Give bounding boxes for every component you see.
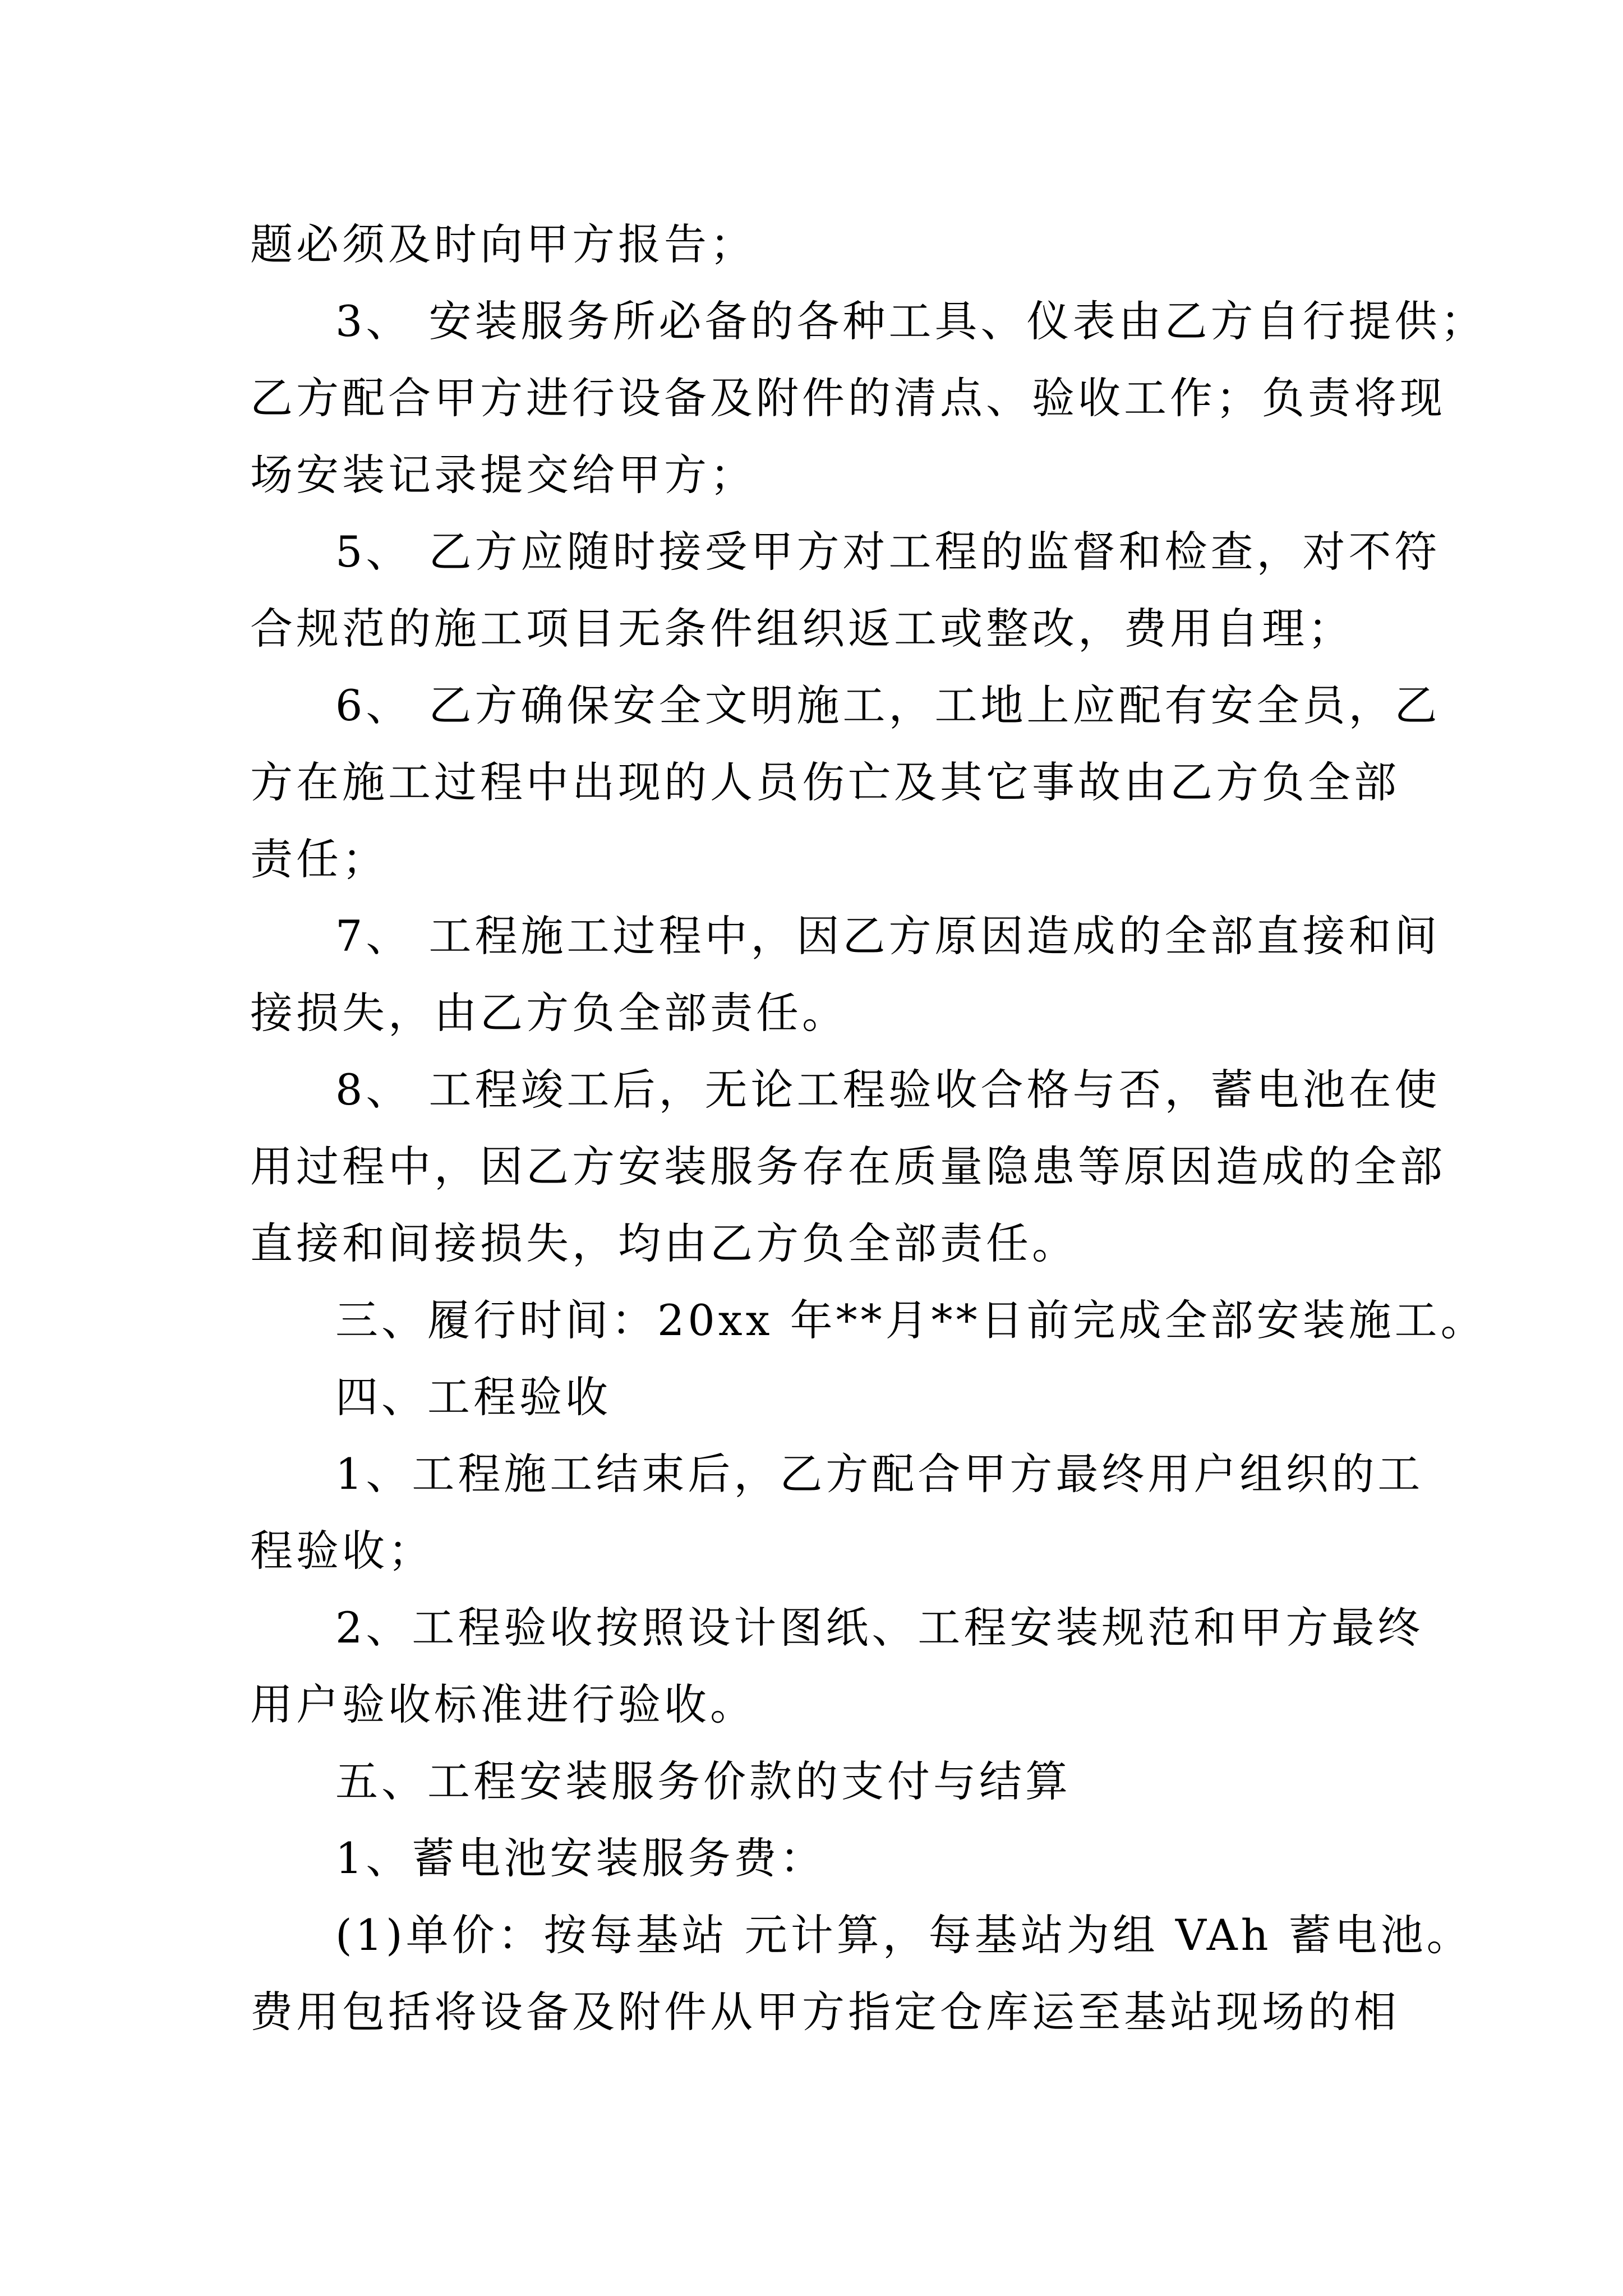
text-line: 8、 工程竣工后，无论工程验收合格与否，蓄电池在使 bbox=[335, 1065, 1441, 1115]
text-line: 题必须及时向甲方报告； bbox=[250, 219, 756, 269]
text-line: 1、工程施工结束后，乙方配合甲方最终用户组织的工 bbox=[335, 1449, 1424, 1499]
text-line: 7、 工程施工过程中，因乙方原因造成的全部直接和间 bbox=[335, 911, 1441, 961]
text-line: 乙方配合甲方进行设备及附件的清点、验收工作；负责将现 bbox=[250, 373, 1446, 423]
text-line: 6、 乙方确保安全文明施工，工地上应配有安全员，乙 bbox=[335, 680, 1441, 730]
section-heading: 四、工程验收 bbox=[335, 1372, 611, 1422]
text-line: 程验收； bbox=[250, 1526, 434, 1576]
text-line: 直接和间接损失，均由乙方负全部责任。 bbox=[250, 1218, 1078, 1268]
text-line: 责任； bbox=[250, 834, 388, 884]
text-line: 三、履行时间：20xx 年**月**日前完成全部安装施工。 bbox=[335, 1295, 1487, 1345]
text-line: 1、蓄电池安装服务费： bbox=[335, 1833, 826, 1883]
text-line: 合规范的施工项目无条件组织返工或整改，费用自理； bbox=[250, 604, 1354, 654]
text-line: 5、 乙方应随时接受甲方对工程的监督和检查，对不符 bbox=[335, 527, 1441, 577]
text-line: 3、 安装服务所必备的各种工具、仪表由乙方自行提供； bbox=[335, 296, 1487, 346]
text-line: 用户验收标准进行验收。 bbox=[250, 1680, 756, 1729]
text-line: 场安装记录提交给甲方； bbox=[250, 450, 756, 500]
section-heading: 五、工程安装服务价款的支付与结算 bbox=[335, 1756, 1071, 1806]
text-line: 费用包括将设备及附件从甲方指定仓库运至基站现场的相 bbox=[250, 1987, 1400, 2037]
text-line: 用过程中，因乙方安装服务存在质量隐患等原因造成的全部 bbox=[250, 1142, 1446, 1191]
text-line: 2、工程验收按照设计图纸、工程安装规范和甲方最终 bbox=[335, 1603, 1424, 1653]
text-line: (1)单价：按每基站 元计算，每基站为组 VAh 蓄电池。 bbox=[335, 1910, 1473, 1960]
text-line: 方在施工过程中出现的人员伤亡及其它事故由乙方负全部 bbox=[250, 757, 1400, 807]
text-line: 接损失，由乙方负全部责任。 bbox=[250, 988, 848, 1038]
